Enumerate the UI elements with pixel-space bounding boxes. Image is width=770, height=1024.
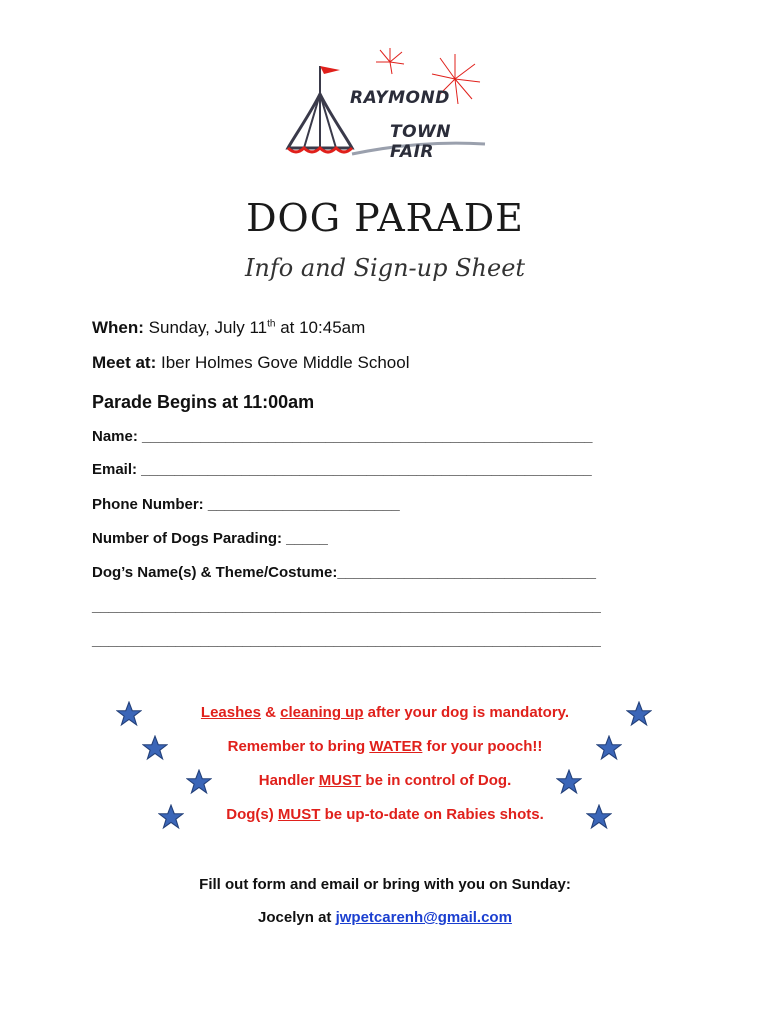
when-time: at 10:45am	[280, 318, 366, 337]
page-title: DOG PARADE	[246, 196, 524, 240]
blank-line-1[interactable]: _____________________________________________________________	[92, 598, 601, 615]
page-subtitle: Info and Sign-up Sheet	[244, 254, 526, 282]
email-field[interactable]: Email: ______________________________________________________	[92, 461, 592, 478]
rule-water-rest: for your pooch!!	[422, 738, 543, 755]
rule-water-prefix: Remember to bring	[227, 738, 370, 755]
meet-location: Iber Holmes Gove Middle School	[160, 353, 410, 372]
when-date-suffix: th	[267, 318, 276, 330]
parade-begins: Parade Begins at 11:00am	[92, 392, 315, 412]
blank-line-2[interactable]: _____________________________________________________________	[92, 632, 601, 649]
when-date: Sunday, July 11	[148, 318, 268, 337]
rule-leashes-amp: &	[260, 704, 281, 721]
contact-email-link[interactable]: jwpetcarenh@gmail.com	[335, 909, 512, 926]
logo-line-1: RAYMOND	[350, 88, 450, 108]
rule-handler-rest: be in control of Dog.	[361, 772, 512, 789]
rule-handler-prefix: Handler	[258, 772, 319, 789]
contact-prefix: Jocelyn at	[258, 909, 336, 926]
rule-water	[0, 738, 770, 755]
rule-rabies	[0, 806, 770, 823]
raymond-town-fair-logo	[280, 44, 500, 164]
rule-water-word: WATER	[369, 738, 423, 755]
rule-leashes-rest: after your dog is mandatory.	[363, 704, 570, 721]
dog-count-field[interactable]: Number of Dogs Parading: _____	[92, 530, 328, 547]
rule-leashes	[0, 704, 770, 721]
when-label: When:	[92, 318, 144, 337]
footer-instructions: Fill out form and email or bring with you on Sunday:	[199, 876, 571, 893]
rule-cleaning-up: cleaning up	[280, 704, 364, 721]
rule-handler-must: MUST	[318, 772, 362, 789]
logo-line-2: TOWN FAIR	[390, 122, 452, 162]
meet-label: Meet at:	[92, 353, 157, 372]
name-field[interactable]: Name: ______________________________________________________	[92, 428, 593, 445]
rule-rabies-rest: be up-to-date on Rabies shots.	[320, 806, 544, 823]
rule-rabies-must: MUST	[277, 806, 321, 823]
rule-leashes-word: Leashes	[200, 704, 261, 721]
phone-field[interactable]: Phone Number: _______________________	[92, 496, 400, 513]
footer-contact	[0, 909, 770, 926]
rule-rabies-prefix: Dog(s)	[226, 806, 278, 823]
dog-names-field[interactable]: Dog’s Name(s) & Theme/Costume:_______________________________	[92, 564, 596, 581]
when-line	[92, 318, 365, 338]
meet-line	[92, 353, 409, 373]
rule-handler	[0, 772, 770, 789]
